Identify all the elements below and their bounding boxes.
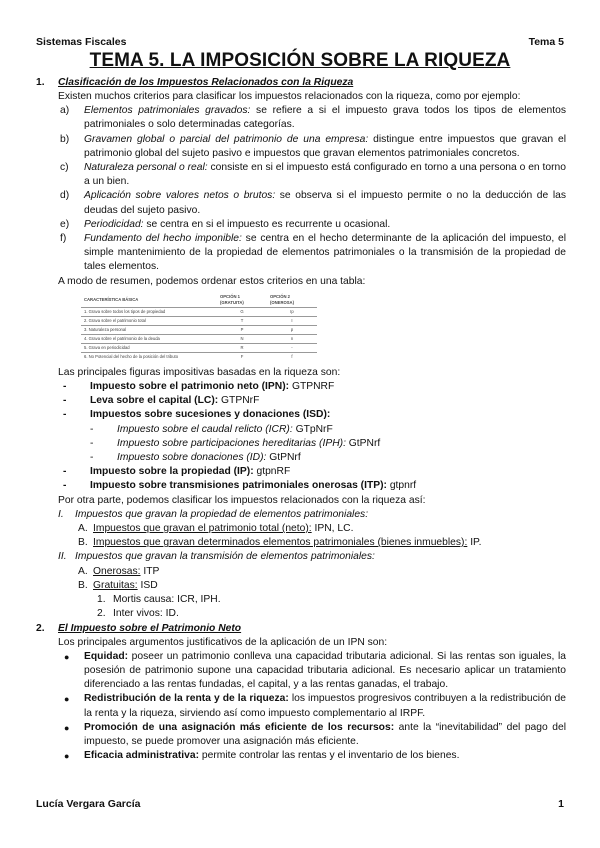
paragraph-table-intro: A modo de resumen, podemos ordenar estos criterios en una tabla: [58,275,366,287]
section-title: El Impuesto sobre el Patrimonio Neto [58,622,242,634]
figure-code: GtPNrf [266,452,301,464]
class-text: Impuestos que gravan la transmisión de elementos patrimoniales: [75,551,375,563]
table-cell: N [217,334,267,343]
criteria-item [36,232,566,275]
class-subitem-text: IP. [467,537,482,549]
class-subitem-text: ISD [137,579,158,591]
class-subitem-key: Onerosas: [93,565,141,577]
list-marker: d) [60,190,70,202]
class-subsubitem [36,607,566,621]
subfigure-item [36,423,566,437]
argument-item [36,749,566,763]
criteria-key: Elementos patrimoniales gravados: [84,105,251,117]
class-subitem [36,565,566,579]
argument-key: Equidad: [84,650,129,662]
paragraph-intro: Existen muchos criterios para clasificar los impuestos relacionados con la riqueza, como por ejemplo: [58,91,521,102]
class-subsubitem-text: Mortis causa: ICR, IPH. [113,594,221,606]
criteria-text: distingue entre impuestos que gravan el patrimonio global del sujeto pasivo e impuestos que gravan elementos patrimoniales concretos. [84,133,566,159]
class-subitem-text: IPN, LC. [311,523,354,535]
argument-item [36,650,566,693]
table-cell: - [267,343,317,352]
table-cell: R [217,343,267,352]
figure-item [36,380,566,394]
list-marker: c) [60,162,69,174]
bullet-icon: ● [64,751,70,762]
criteria-text: se observa si el impuesto permite o no la deducción de las deudas del sujeto pasivo. [84,190,566,216]
argument-text: los impuestos progresivos contribuyen a la redistribución de la renta y la riqueza, sirviendo así como impuesto complementario al IRPF. [84,693,567,719]
criteria-text: consiste en si el impuesto está configurado en torno a una persona o en torno a un bien. [84,162,566,188]
table-cell: I [267,316,317,325]
figure-name: Impuesto sobre participaciones hereditarias (IPH): [117,437,346,449]
table-header-cell: CARACTERÍSTICA BÁSICA [81,293,217,308]
class-subsubitem [36,593,566,607]
table-row [81,352,317,361]
class-subitem [36,579,566,593]
dash-marker: - [90,423,94,435]
header-subject: Sistemas Fiscales [36,36,127,48]
section-number: 1. [36,77,45,88]
table-cell: F [217,352,267,361]
criteria-item [36,104,566,132]
figure-name: Impuesto sobre transmisiones patrimoniales onerosas (ITP): [90,480,387,492]
class-subsubitem-text: Inter vivos: ID. [113,608,179,620]
list-marker: a) [60,105,70,117]
class-item [36,508,566,522]
roman-marker: II. [58,551,67,563]
dash-marker: - [90,437,94,449]
criteria-text: se centra en si el impuesto es recurrente u ocasional. [143,218,391,230]
page-title: TEMA 5. LA IMPOSICIÓN SOBRE LA RIQUEZA [89,50,511,71]
bullet-icon: ● [64,651,70,662]
dash-marker: - [63,395,67,407]
table-header-row [81,293,317,308]
class-subitem-key: Gratuitas: [93,579,138,591]
class-subitem-key: Impuestos que gravan el patrimonio total (neto): [93,523,312,535]
figure-name: Impuesto sobre la propiedad (IP): [90,466,254,478]
argument-key: Promoción de una asignación más eficiente de los recursos: [84,721,395,733]
criteria-item [36,189,566,217]
table-header-cell: OPCIÓN 1 (GRATUITA) [217,293,267,308]
header-topic: Tema 5 [528,36,564,48]
table-row [81,343,317,352]
figure-code: GTPNRF [289,381,335,393]
figure-item [36,408,566,422]
paragraph-s2-intro: Los principales argumentos justificativos de la aplicación de un IPN son: [58,636,388,648]
class-subitem [36,522,566,536]
class-text: Impuestos que gravan la propiedad de elementos patrimoniales: [75,508,369,520]
alpha-marker: B. [78,579,88,591]
argument-item [36,721,566,749]
alpha-marker: A. [78,565,88,577]
figure-code: GtPNrf [345,437,381,449]
figure-item [36,394,566,408]
dash-marker: - [63,480,67,492]
number-marker: 1. [97,594,106,606]
table-cell: f [267,352,317,361]
list-marker: f) [60,233,67,245]
roman-marker: I. [58,508,64,520]
argument-key: Redistribución de la renta y de la riqueza: [84,693,289,705]
figure-code: gtpnrf [386,480,417,492]
table-row [81,316,317,325]
subfigure-item [36,437,566,451]
section-1-heading [36,76,566,90]
criteria-key: Gravamen global o parcial del patrimonio de una empresa: [84,133,369,145]
alpha-marker: A. [78,523,88,535]
section-number: 2. [36,622,45,634]
figure-item [36,479,566,493]
footer-author: Lucía Vergara García [36,798,141,810]
table-cell: n [267,334,317,343]
criteria-text: se centra en el hecho determinante de la aplicación del impuesto, el simple mantenimiento de la propiedad de elementos patrimoniales o la transmisión de la propiedad de tales elementos. [84,233,566,273]
class-item [36,550,566,564]
table-cell: Ip [290,308,294,314]
figure-name: Impuesto sobre donaciones (ID): [117,452,267,464]
summary-table [81,293,317,361]
figure-name: Impuestos sobre sucesiones y donaciones (ISD): [90,409,331,421]
criteria-item [36,218,566,232]
paragraph-class-intro: Por otra parte, podemos clasificar los impuestos relacionados con la riqueza así: [58,494,426,506]
table-row [81,325,317,334]
dash-marker: - [63,381,67,393]
number-marker: 2. [97,608,106,620]
table-cell: 6. No Potencial del hecho de la posición del tributo [81,352,217,361]
table-cell: 2. Grava sobre el patrimonio total [81,316,217,325]
class-subitem-key: Impuestos que gravan determinados elementos patrimoniales (bienes inmuebles): [93,537,468,549]
dash-marker: - [63,466,67,478]
list-marker: b) [60,133,70,145]
bullet-icon: ● [64,722,70,733]
bullet-icon: ● [64,694,70,705]
criteria-key: Naturaleza personal o real: [84,162,208,174]
paragraph-figures-intro: Las principales figuras impositivas basadas en la riqueza son: [58,366,341,378]
figure-name: Impuesto sobre el caudal relicto (ICR): [117,423,293,435]
table-cell: 5. Grava en periodicidad [81,343,217,352]
figure-name: Leva sobre el capital (LC): [90,395,219,407]
figure-name: Impuesto sobre el patrimonio neto (IPN): [90,381,290,393]
criteria-text: se refiere a si el impuesto grava todos los tipos de elementos patrimoniales o solo determinadas categorías. [84,105,566,131]
criteria-key: Fundamento del hecho imponible: [84,233,242,245]
list-marker: e) [60,218,70,230]
criteria-item [36,133,566,161]
figure-code: gtpnRF [253,466,291,478]
page-footer [36,798,564,814]
alpha-marker: B. [78,537,88,549]
figure-code: GTpNrF [292,423,333,435]
argument-text: permite controlar las rentas y el inventario de los bienes. [199,750,460,762]
argument-text: poseer un patrimonio conlleva una capacidad tributaria adicional. Si las rentas son iguales, la posesión de patrimonio supone una capacidad tributaria adicional. Es necesario aplicar un tratamiento diferenciado a las rentas fundadas, el capital, y a las rentas ganadas, el trabajo. [84,650,566,691]
section-title: Clasificación de los Impuestos Relacionados con la Riqueza [58,77,354,88]
table-cell: T [217,316,267,325]
argument-key: Eficacia administrativa: [84,750,200,762]
figure-code: GTPNrF [218,395,260,407]
table-row [81,307,317,316]
section-2-heading [36,622,566,636]
table-row [81,334,317,343]
table-cell: 1. Grava sobre todos los tipos de propiedad [84,308,166,314]
document-body [36,76,566,763]
criteria-key: Periodicidad: [84,218,144,230]
table-cell: p [267,325,317,334]
subfigure-item [36,451,566,465]
criteria-key: Aplicación sobre valores netos o brutos: [84,190,276,202]
criteria-item [36,161,566,189]
dash-marker: - [63,409,67,421]
dash-marker: - [90,452,94,464]
figure-item [36,465,566,479]
table-cell: P [217,325,267,334]
class-subitem [36,536,566,550]
table-cell: 4. Grava sobre el patrimonio de la deuda [81,334,217,343]
class-subitem-text: ITP [140,565,160,577]
table-cell: G [240,308,244,314]
argument-item [36,692,566,720]
table-cell: 3. Naturaleza personal [81,325,217,334]
footer-page-number: 1 [558,798,564,810]
table-header-cell: OPCIÓN 2 (ONEROSA) [267,293,317,308]
argument-text: ante la “inevitabilidad” del pago del impuesto, se puede promover una asignación más eficiente. [84,721,566,747]
